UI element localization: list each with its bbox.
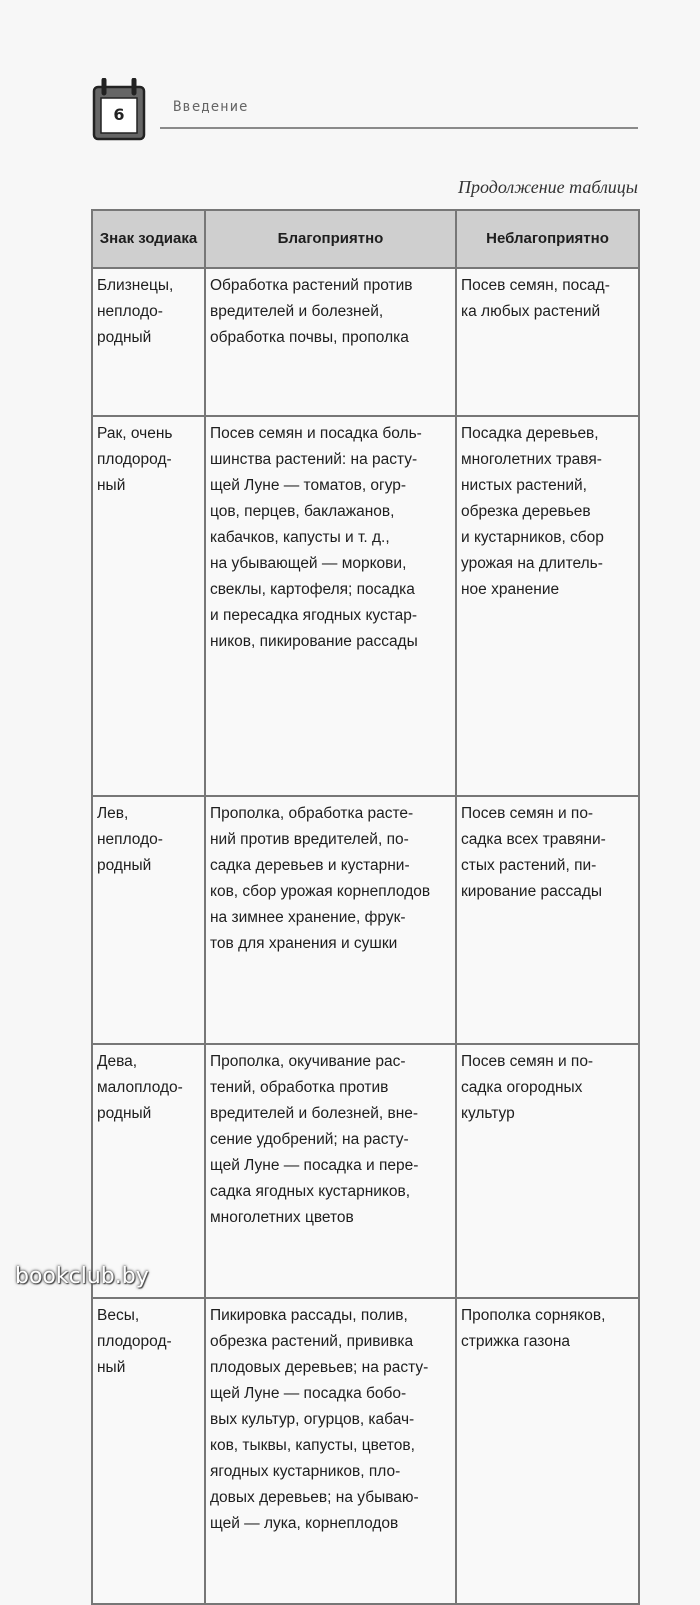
cell-line: обрезка деревьев: [461, 503, 591, 520]
cell-line: цов, перцев, баклажанов,: [210, 503, 395, 520]
table-row: [92, 1298, 639, 1604]
table-row: [92, 1044, 639, 1298]
cell-line: Посев семян и по-: [461, 805, 594, 822]
unfavorable-cell: [456, 268, 639, 416]
cell-line: Посадка деревьев,: [461, 425, 599, 442]
favorable-cell: [205, 1298, 456, 1604]
cell-line: ников, пикирование рассады: [210, 633, 418, 650]
cell-line: шинства растений: на расту-: [210, 451, 418, 468]
cell-line: ков, сбор урожая корнеплодов: [210, 883, 431, 900]
cell-line: обрезка растений, прививка: [210, 1333, 414, 1350]
cell-line: садка всех травяни-: [461, 831, 606, 848]
unfavorable-cell: [456, 1044, 639, 1298]
favorable-cell: [205, 1044, 456, 1298]
cell-line: неплодо-: [97, 303, 163, 320]
cell-line: на убывающей — моркови,: [210, 555, 407, 572]
unfavorable-cell: [456, 796, 639, 1044]
cell-line: плодород-: [97, 451, 172, 468]
cell-line: Прополка сорняков,: [461, 1307, 606, 1324]
zodiac-sign-cell: [92, 1298, 205, 1604]
table-continuation-label: Продолжение таблицы: [457, 177, 638, 197]
cell-line: щей — лука, корнеплодов: [210, 1515, 399, 1532]
cell-line: Рак, очень: [97, 425, 173, 442]
page-header: [90, 78, 638, 138]
cell-line: ягодных кустарников, пло-: [210, 1463, 401, 1480]
cell-line: на зимнее хранение, фрук-: [210, 909, 406, 926]
table-row: [92, 268, 639, 416]
zodiac-sign-cell: [92, 416, 205, 796]
zodiac-sign-cell: [92, 1044, 205, 1298]
zodiac-sign-cell: [92, 796, 205, 1044]
cell-line: садка огородных: [461, 1079, 583, 1096]
cell-line: Прополка, окучивание рас-: [210, 1053, 406, 1070]
favorable-cell: [205, 268, 456, 416]
cell-line: ный: [97, 1359, 126, 1376]
cell-line: щей Луне — посадка и пере-: [210, 1157, 419, 1174]
cell-line: Посев семян, посад-: [461, 277, 610, 294]
watermark: bookclub.by: [15, 1264, 149, 1289]
favorable-cell: [205, 416, 456, 796]
cell-line: Близнецы,: [97, 277, 174, 294]
column-header-sign: Знак зодиака: [92, 210, 205, 268]
cell-line: и кустарников, сбор: [461, 529, 604, 546]
cell-line: стых растений, пи-: [461, 857, 597, 874]
zodiac-sign-cell: [92, 268, 205, 416]
column-header-unfavorable: Неблагоприятно: [456, 210, 639, 268]
cell-line: кирование рассады: [461, 883, 603, 900]
unfavorable-cell: [456, 1298, 639, 1604]
table-header-row: [92, 210, 639, 268]
cell-line: Дева,: [97, 1053, 138, 1070]
cell-line: многолетних травя-: [461, 451, 602, 468]
cell-line: свеклы, картофеля; посадка: [210, 581, 415, 598]
cell-line: довых деревьев; на убываю-: [210, 1489, 419, 1506]
cell-line: Весы,: [97, 1307, 140, 1324]
cell-line: неплодо-: [97, 831, 163, 848]
favorable-cell: [205, 796, 456, 1044]
cell-line: родный: [97, 329, 152, 346]
cell-line: плодовых деревьев; на расту-: [210, 1359, 429, 1376]
cell-line: культур: [461, 1105, 515, 1122]
cell-line: вредителей и болезней,: [210, 303, 384, 320]
cell-line: нистых растений,: [461, 477, 587, 494]
cell-line: Пикировка рассады, полив,: [210, 1307, 408, 1324]
cell-line: тов для хранения и сушки: [210, 935, 398, 952]
cell-line: обработка почвы, прополка: [210, 329, 409, 346]
cell-line: Лев,: [97, 805, 129, 822]
cell-line: плодород-: [97, 1333, 172, 1350]
cell-line: родный: [97, 857, 152, 874]
table-row: [92, 796, 639, 1044]
page-number: 6: [113, 105, 125, 124]
cell-line: ное хранение: [461, 581, 560, 598]
zodiac-table: [91, 209, 640, 1605]
cell-line: Обработка растений против: [210, 277, 413, 294]
cell-line: многолетних цветов: [210, 1209, 354, 1226]
cell-line: родный: [97, 1105, 152, 1122]
cell-line: тений, обработка против: [210, 1079, 389, 1096]
table-row: [92, 416, 639, 796]
cell-line: щей Луне — посадка бобо-: [210, 1385, 407, 1402]
header-rule: [160, 127, 638, 129]
cell-line: ний против вредителей, по-: [210, 831, 409, 848]
column-header-favorable: Благоприятно: [205, 210, 456, 268]
cell-line: ков, тыквы, капусты, цветов,: [210, 1437, 415, 1454]
cell-line: урожая на длитель-: [461, 555, 603, 572]
cell-line: стрижка газона: [461, 1333, 571, 1350]
cell-line: кабачков, капусты и т. д.,: [210, 529, 390, 546]
cell-line: щей Луне — томатов, огур-: [210, 477, 407, 494]
cell-line: Посев семян и по-: [461, 1053, 594, 1070]
cell-line: малоплодо-: [97, 1079, 183, 1096]
cell-line: Прополка, обработка расте-: [210, 805, 414, 822]
cell-line: садка деревьев и кустарни-: [210, 857, 410, 874]
cell-line: вых культур, огурцов, кабач-: [210, 1411, 415, 1428]
cell-line: садка ягодных кустарников,: [210, 1183, 411, 1200]
cell-line: вредителей и болезней, вне-: [210, 1105, 419, 1122]
cell-line: Посев семян и посадка боль-: [210, 425, 422, 442]
unfavorable-cell: [456, 416, 639, 796]
cell-line: ка любых растений: [461, 303, 601, 320]
cell-line: ный: [97, 477, 126, 494]
cell-line: и пересадка ягодных кустар-: [210, 607, 418, 624]
section-title: Введение: [173, 99, 249, 115]
cell-line: сение удобрений; на расту-: [210, 1131, 409, 1148]
